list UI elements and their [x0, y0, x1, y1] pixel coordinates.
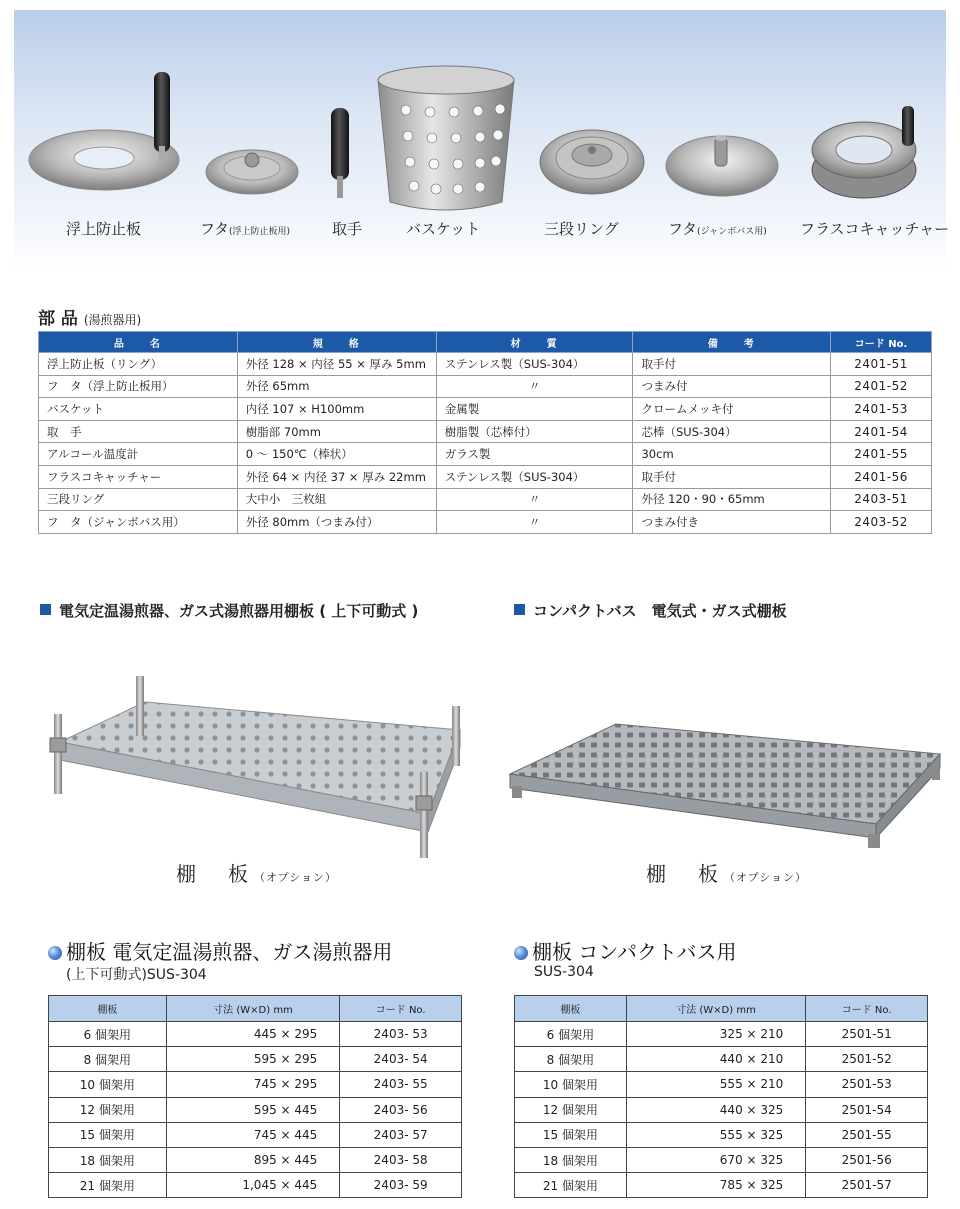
cell-spec: 外径 65mm: [237, 375, 436, 398]
cell-code: 2403- 56: [340, 1097, 462, 1122]
cell-spec: 0 ～ 150℃（棒状）: [237, 443, 436, 466]
table-row: [39, 443, 932, 466]
shelf-caption-right-text: 棚 板: [646, 862, 724, 886]
shelf-title-right-text: コンパクトバス 電気式・ガス式棚板: [533, 602, 787, 620]
cell-name: 取 手: [39, 420, 238, 443]
cell-size: 325 × 210: [626, 1022, 806, 1047]
cell-code: 2501-51: [806, 1022, 928, 1047]
cell-remarks: 芯棒（SUS-304）: [633, 420, 831, 443]
spec-left-title-text: 棚板 電気定温湯煎器、ガス湯煎器用: [66, 940, 393, 964]
table-row: [515, 1097, 928, 1122]
table-row: [515, 1147, 928, 1172]
cell-code: 2403- 58: [340, 1147, 462, 1172]
cell-code: 2401-51: [831, 353, 932, 376]
product-label-handle: 取手: [332, 220, 363, 238]
cell-remarks: 外径 120・90・65mm: [633, 488, 831, 511]
table-row: [515, 1047, 928, 1072]
cell-size: 895 × 445: [166, 1147, 340, 1172]
three-rings-image: [540, 130, 644, 194]
cell-code: 2501-52: [806, 1047, 928, 1072]
cell-material: ガラス製: [436, 443, 633, 466]
table-row: [49, 1072, 462, 1097]
table-row: [39, 420, 932, 443]
cell-remarks: つまみ付き: [633, 511, 831, 534]
cell-spec: 樹脂部 70mm: [237, 420, 436, 443]
spec-right-subtitle: SUS-304: [534, 964, 594, 980]
cell-code: 2403-52: [831, 511, 932, 534]
cell-shelf: 10 個架用: [515, 1072, 627, 1097]
cell-material: ステンレス製（SUS-304）: [436, 353, 633, 376]
cell-code: 2501-56: [806, 1147, 928, 1172]
cell-remarks: 取手付: [633, 353, 831, 376]
cell-material: 〃: [436, 488, 633, 511]
table-row: [39, 465, 932, 488]
col-header-material: 材 質: [436, 332, 633, 353]
cell-code: 2403- 57: [340, 1122, 462, 1147]
cell-size: 670 × 325: [626, 1147, 806, 1172]
cell-size: 595 × 445: [166, 1097, 340, 1122]
parts-table-header: [39, 332, 932, 353]
table-row: [49, 1147, 462, 1172]
spec-right-table: [514, 995, 928, 1198]
cell-shelf: 12 個架用: [49, 1097, 167, 1122]
adjustable-shelf-image: [40, 672, 470, 862]
shelf-title-left-text: 電気定温湯煎器、ガス式湯煎器用棚板 ( 上下可動式 ): [59, 602, 419, 620]
product-label-flask-catcher: フラスコキャッチャー: [800, 220, 950, 238]
cell-name: フ タ（浮上防止板用）: [39, 375, 238, 398]
product-label-float-guard: 浮上防止板: [66, 220, 142, 238]
spec-left-header: [49, 996, 462, 1022]
cell-name: 三段リング: [39, 488, 238, 511]
cell-name: アルコール温度計: [39, 443, 238, 466]
product-label-lid: フタ(浮上防止板用): [200, 220, 290, 238]
cell-code: 2401-52: [831, 375, 932, 398]
cell-code: 2401-55: [831, 443, 932, 466]
cell-remarks: 30cm: [633, 443, 831, 466]
spec-left-title: [48, 936, 392, 965]
shelf-caption-right-note: （オプション）: [724, 871, 808, 884]
flask-catcher-image: [812, 106, 916, 198]
table-row: [49, 1022, 462, 1047]
col-header-shelf: 棚板: [49, 996, 167, 1022]
cell-size: 1,045 × 445: [166, 1173, 340, 1198]
cell-size: 555 × 325: [626, 1122, 806, 1147]
jumbo-lid-image: [666, 135, 778, 196]
shelf-caption-right: [646, 858, 807, 887]
shelf-caption-left: [176, 858, 337, 887]
table-row: [515, 1022, 928, 1047]
cell-spec: 外径 80mm（つまみ付）: [237, 511, 436, 534]
table-row: [515, 1122, 928, 1147]
col-header-name: 品 名: [39, 332, 238, 353]
square-bullet-icon: [514, 604, 525, 615]
table-row: [49, 1047, 462, 1072]
cell-code: 2401-53: [831, 398, 932, 421]
cell-shelf: 6 個架用: [49, 1022, 167, 1047]
cell-code: 2403- 55: [340, 1072, 462, 1097]
cell-spec: 内径 107 × H100mm: [237, 398, 436, 421]
cell-remarks: つまみ付: [633, 375, 831, 398]
col-header-code: コード No.: [806, 996, 928, 1022]
float-guard-ring-image: [29, 72, 179, 190]
cell-code: 2401-54: [831, 420, 932, 443]
table-row: [49, 1097, 462, 1122]
cell-material: 〃: [436, 375, 633, 398]
parts-table: [38, 331, 932, 534]
spec-left-table: [48, 995, 462, 1198]
cell-shelf: 21 個架用: [49, 1173, 167, 1198]
cell-code: 2501-55: [806, 1122, 928, 1147]
shelf-title-left: [40, 600, 418, 621]
cell-shelf: 15 個架用: [515, 1122, 627, 1147]
cell-material: ステンレス製（SUS-304）: [436, 465, 633, 488]
shelf-caption-left-note: （オプション）: [254, 871, 338, 884]
parts-heading: [38, 304, 141, 329]
col-header-size: 寸法 (W×D) mm: [166, 996, 340, 1022]
product-banner: [14, 10, 950, 272]
spec-right-title: [514, 936, 737, 965]
table-row: [49, 1173, 462, 1198]
lid-image: [206, 150, 298, 194]
cell-size: 595 × 295: [166, 1047, 340, 1072]
cell-code: 2403-51: [831, 488, 932, 511]
cell-shelf: 6 個架用: [515, 1022, 627, 1047]
cell-size: 785 × 325: [626, 1173, 806, 1198]
col-header-size: 寸法 (W×D) mm: [626, 996, 806, 1022]
table-row: [39, 488, 932, 511]
cell-size: 445 × 295: [166, 1022, 340, 1047]
cell-shelf: 18 個架用: [49, 1147, 167, 1172]
cell-size: 745 × 295: [166, 1072, 340, 1097]
cell-shelf: 18 個架用: [515, 1147, 627, 1172]
cell-size: 555 × 210: [626, 1072, 806, 1097]
cell-spec: 外径 128 × 内径 55 × 厚み 5mm: [237, 353, 436, 376]
cell-material: 〃: [436, 511, 633, 534]
cell-name: 浮上防止板（リング）: [39, 353, 238, 376]
cell-code: 2401-56: [831, 465, 932, 488]
cell-size: 440 × 325: [626, 1097, 806, 1122]
table-row: [515, 1173, 928, 1198]
cell-remarks: クロームメッキ付: [633, 398, 831, 421]
cell-remarks: 取手付: [633, 465, 831, 488]
round-bullet-icon: [48, 946, 62, 960]
cell-code: 2403- 59: [340, 1173, 462, 1198]
compact-shelf-image: [504, 720, 944, 850]
cell-name: フラスコキャッチャー: [39, 465, 238, 488]
table-row: [39, 375, 932, 398]
parts-heading-note: (湯煎器用): [83, 313, 142, 327]
col-header-spec: 規 格: [237, 332, 436, 353]
spec-right-title-text: 棚板 コンパクトバス用: [532, 940, 737, 964]
parts-heading-text: 部 品: [38, 309, 78, 329]
cell-material: 金属製: [436, 398, 633, 421]
col-header-code: コード No.: [831, 332, 932, 353]
cell-name: バスケット: [39, 398, 238, 421]
round-bullet-icon: [514, 946, 528, 960]
cell-shelf: 12 個架用: [515, 1097, 627, 1122]
cell-shelf: 8 個架用: [515, 1047, 627, 1072]
spec-right-header: [515, 996, 928, 1022]
product-label-basket: バスケット: [406, 220, 481, 238]
spec-left-subtitle: (上下可動式)SUS-304: [66, 967, 207, 983]
product-label-three-rings: 三段リング: [544, 220, 619, 238]
cell-spec: 大中小 三枚組: [237, 488, 436, 511]
basket-image: [378, 66, 514, 210]
cell-code: 2403- 54: [340, 1047, 462, 1072]
cell-shelf: 21 個架用: [515, 1173, 627, 1198]
shelf-caption-left-text: 棚 板: [176, 862, 254, 886]
col-header-remarks: 備 考: [633, 332, 831, 353]
cell-size: 440 × 210: [626, 1047, 806, 1072]
cell-code: 2501-57: [806, 1173, 928, 1198]
table-row: [39, 511, 932, 534]
table-row: [39, 398, 932, 421]
cell-name: フ タ（ジャンボバス用）: [39, 511, 238, 534]
cell-shelf: 8 個架用: [49, 1047, 167, 1072]
cell-material: 樹脂製（芯棒付）: [436, 420, 633, 443]
cell-size: 745 × 445: [166, 1122, 340, 1147]
cell-code: 2403- 53: [340, 1022, 462, 1047]
square-bullet-icon: [40, 604, 51, 615]
table-row: [515, 1072, 928, 1097]
table-row: [39, 353, 932, 376]
cell-shelf: 15 個架用: [49, 1122, 167, 1147]
cell-code: 2501-53: [806, 1072, 928, 1097]
product-label-jumbo-lid: フタ(ジャンボバス用): [668, 220, 767, 238]
shelf-title-right: [514, 600, 787, 621]
cell-code: 2501-54: [806, 1097, 928, 1122]
handle-image: [331, 108, 349, 198]
cell-spec: 外径 64 × 内径 37 × 厚み 22mm: [237, 465, 436, 488]
col-header-code: コード No.: [340, 996, 462, 1022]
table-row: [49, 1122, 462, 1147]
col-header-shelf: 棚板: [515, 996, 627, 1022]
cell-shelf: 10 個架用: [49, 1072, 167, 1097]
